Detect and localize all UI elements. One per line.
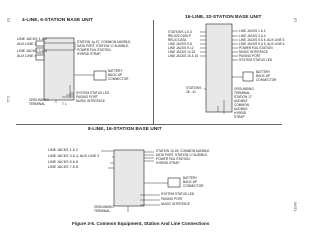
side-label-bottom: INSTL	[293, 202, 297, 212]
diagram-a-ground-label-2: TERMINAL	[29, 102, 46, 106]
diagram-c-left-label-2: LINE JACKS 3 & 4, AUX LINE 3	[48, 154, 100, 158]
figure-caption: Figure 3-5. Common Equipment, Station And Line Connections	[72, 221, 210, 226]
diagram-a-left-label-4: AUX LINE 4	[17, 54, 37, 58]
diagram-b-battery-label-1: BATTERY	[256, 70, 271, 74]
diagram-b-stations-label-2: 26 - 41	[186, 90, 196, 94]
diagram-a-misc-label-2: PAGING PORT	[76, 95, 98, 99]
diagram-b-battery-label-2: BACK-UP	[256, 74, 271, 78]
diagram-c-station-label-2: DATA PORT, STATION 17 AUDIBLE,	[156, 153, 208, 157]
diagram-a-title: 4-LINE, 6-STATION BASE UNIT	[22, 18, 93, 23]
diagram-b-left-label-5: LINE JACKS 9-12	[168, 46, 194, 50]
diagram-c-station-label-4: HYBRID STRAP	[156, 161, 180, 165]
diagram-a-battery-label-3: CONNECTOR	[108, 77, 129, 81]
diagram-a-station-label-4: HYBRID STRAP	[77, 52, 101, 56]
diagram-a-left-label-1: LINE JACKS 1 & 2	[17, 37, 47, 41]
diagram-b-right-label-7: PAGING PORT	[239, 54, 261, 58]
diagram-b-left-label-2: RELIDS DATA P	[168, 34, 192, 38]
diagram-c-ground-label-2: TERMINAL	[94, 209, 111, 213]
diagram-b-left-label-7: LINE JACKS 15 & 16	[168, 54, 199, 58]
diagram-b-left-label-6: LINE JACKS 13-15	[168, 50, 196, 54]
diagram-a-station-label-1: STATION 1p-07, COMMON AUDIBLE,	[77, 40, 132, 44]
diagram-b-bottom-label-4: AUDIBLE	[234, 99, 248, 103]
diagram-a-ground-marker: T L	[62, 102, 67, 106]
diagram-a-left-label-3: LINE JACKS 3 & 4	[17, 49, 47, 53]
side-page-number: 3-11	[6, 96, 10, 103]
diagram-c-title: 8-LINE, 16-STATION BASE UNIT	[88, 127, 162, 132]
diagram-b-right-label-8: SYSTEM STATUS LED	[239, 58, 273, 62]
diagram-b-bottom-label-6: AUDIBLE	[234, 107, 248, 111]
diagram-b-right-label-4: LINE JACKS 5 & 6, AUX LINE 6	[239, 42, 285, 46]
diagram-c-left-label-3: LINE JACKS 5 & 6	[48, 160, 78, 164]
diagram-b-bottom-label-8: STRAP	[234, 115, 245, 119]
diagram-b-battery-label-3: CONNECTOR	[256, 78, 277, 82]
diagram-c-battery-label-1: BATTERY	[183, 176, 198, 180]
diagram-a-ground-label-1: GROUNDING	[29, 98, 49, 102]
diagram-c-misc-label-1: SYSTEM STATUS LED	[161, 192, 195, 196]
diagram-b-bottom-label-5: COMMON	[234, 103, 249, 107]
diagram-a-battery-label-2: BACK-UP	[108, 73, 123, 77]
diagram-c-ground-label-1: GROUNDING	[94, 205, 114, 209]
diagram-b-right-label-6: MUSIC INTERFACE	[239, 50, 269, 54]
diagram-b-bottom-label-2: TERMINAL	[234, 91, 251, 95]
diagram-b-bottom-label-7: HYBRID	[234, 111, 247, 115]
diagram-a-station-label-3: POWER FAIL STATION,	[77, 48, 112, 52]
diagram-a-misc-label-1: SYSTEM STATUS LED	[76, 91, 110, 95]
diagram-c-battery-label-3: CONNECTOR	[183, 184, 204, 188]
side-label-top-right: ST	[293, 18, 297, 23]
diagram-a-misc-label-3: MUSIC INTERFACE	[76, 99, 106, 103]
diagram-b-left-label-1: STATIONS 1-0-3	[168, 30, 192, 34]
diagram-c-battery-label-2: BACK-UP	[183, 180, 198, 184]
diagram-a-battery-label-1: BATTERY	[108, 69, 123, 73]
diagram-b-left-label-3: RELID DATA	[168, 38, 187, 42]
diagram-c-station-label-3: POWER FAIL STATION,	[156, 157, 191, 161]
diagram-c-misc-label-3: MUSIC INTERFACE	[161, 202, 191, 206]
diagram-b-right-label-1: LINE JACKS 1 & 2	[239, 29, 266, 33]
diagram-b-right-label-3: LINE JACKS 5 & 6, AUX LINE 5	[239, 38, 285, 42]
diagram-c-left-label-1: LINE JACKS 1 & 2	[48, 148, 78, 152]
diagram-b-left-label-4: LINE JACKS 5-8	[168, 42, 192, 46]
diagram-c-left-label-4: LINE JACKS 7 & 8	[48, 165, 78, 169]
diagram-b-bottom-label-1: GROUNDING	[234, 87, 254, 91]
diagram-b-title: 16-LINE, 32-STATION BASE UNIT	[185, 15, 262, 20]
diagram-a-left-label-2: AUX LINE 3	[17, 42, 37, 46]
diagram-b-right-label-2: LINE JACKS 3 & 4	[239, 34, 266, 38]
diagram-b-stations-label-1: STATIONS	[186, 86, 202, 90]
diagram-c-misc-label-2: PAGING PORT	[161, 197, 183, 201]
diagram-c-station-label-1: STATION 10-25, COMMON AUDIBLE,	[156, 149, 211, 153]
diagram-b-right-label-5: POWER FAIL STATION	[239, 46, 273, 50]
diagram-b-bottom-label-3: STATION 17	[234, 95, 252, 99]
diagram-a-station-label-2: DATA PORT, STATION 17 AUDIBLE,	[77, 44, 129, 48]
side-label-top: ST	[6, 18, 10, 23]
